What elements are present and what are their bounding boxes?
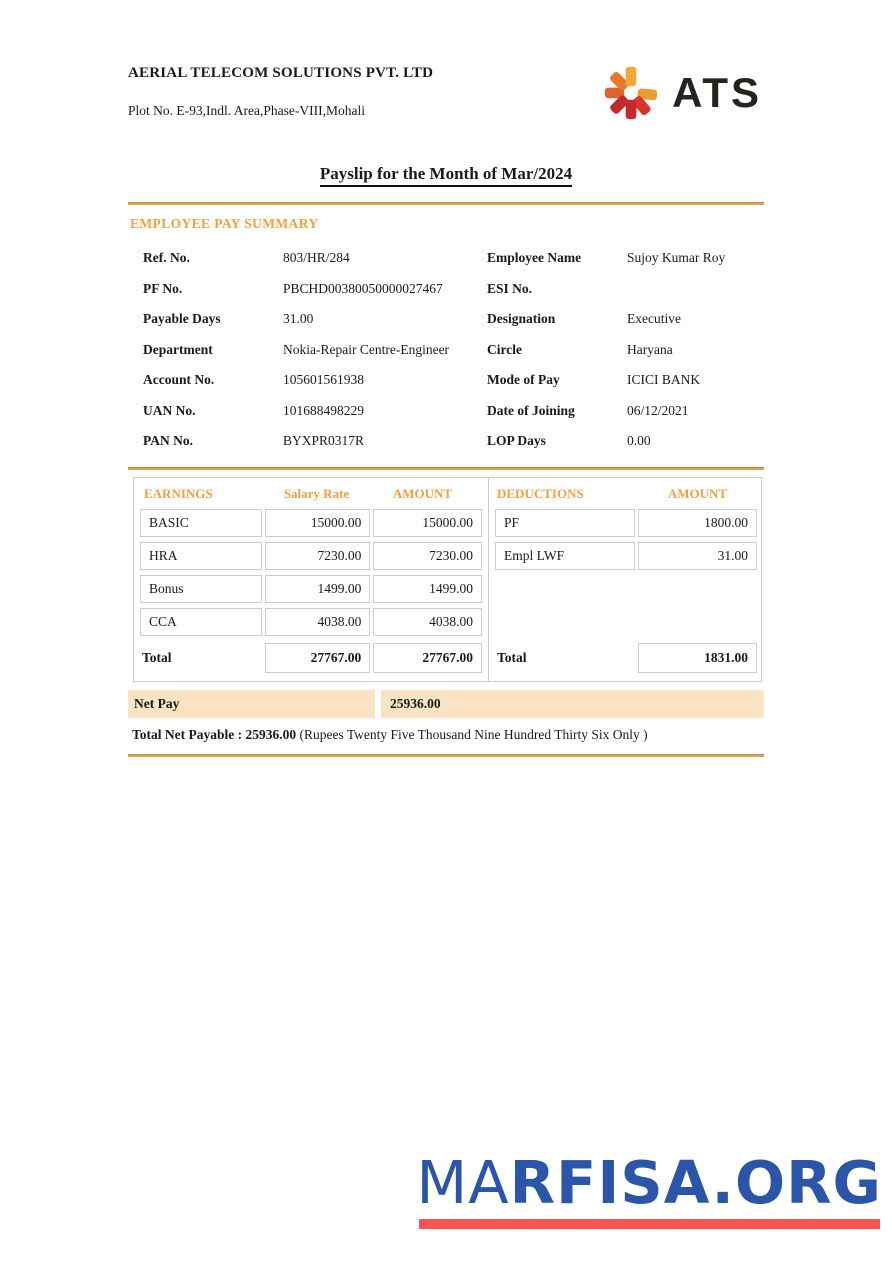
- watermark-text: [416, 1148, 882, 1217]
- summary-row: [487, 396, 764, 427]
- deductions-total-row: [495, 643, 757, 673]
- total-net-payable-words: (Rupees Twenty Five Thousand Nine Hundred Thirty Six Only ): [296, 726, 648, 742]
- field-value: BYXPR0317R: [283, 433, 365, 449]
- summary-left-column: [143, 243, 487, 457]
- net-pay-label: Net Pay: [128, 690, 375, 718]
- summary-right-column: [487, 243, 764, 457]
- earning-amount: 1499.00: [373, 575, 482, 603]
- summary-row: [487, 274, 764, 305]
- earning-amount: 15000.00: [373, 509, 482, 537]
- field-label: LOP Days: [487, 433, 546, 449]
- divider-mid: [128, 467, 764, 470]
- earnings-total-salary-rate: 27767.00: [265, 643, 371, 673]
- field-value: Executive: [627, 311, 681, 327]
- summary-row: [487, 365, 764, 396]
- earning-name: Bonus: [140, 575, 262, 603]
- field-value: Nokia-Repair Centre-Engineer: [283, 341, 450, 357]
- field-label: PF No.: [143, 280, 183, 296]
- divider-bottom: [128, 754, 764, 757]
- earnings-row: [140, 608, 482, 636]
- summary-row: [143, 396, 487, 427]
- total-net-payable-amount: Total Net Payable : 25936.00: [132, 726, 297, 742]
- earnings-row: [140, 542, 482, 570]
- summary-row: [487, 335, 764, 366]
- summary-row: [487, 426, 764, 457]
- deduction-name: Empl LWF: [495, 542, 635, 570]
- field-value: 101688498229: [283, 402, 364, 418]
- deductions-header-row: [495, 486, 757, 502]
- employee-pay-summary-heading: EMPLOYEE PAY SUMMARY: [130, 216, 319, 231]
- earning-salary-rate: 1499.00: [265, 575, 371, 603]
- summary-row: [143, 426, 487, 457]
- earnings-row: [140, 509, 482, 537]
- field-label: Department: [143, 341, 213, 357]
- watermark-underline: [419, 1219, 880, 1229]
- earning-name: HRA: [140, 542, 262, 570]
- deduction-row: [495, 509, 757, 537]
- deductions-col-header: DEDUCTIONS: [497, 485, 584, 501]
- earning-salary-rate: 15000.00: [265, 509, 371, 537]
- pay-table: [133, 477, 762, 682]
- field-label: UAN No.: [143, 402, 196, 418]
- page-title: Payslip for the Month of Mar/2024: [320, 164, 572, 187]
- field-value: Sujoy Kumar Roy: [627, 250, 726, 266]
- earnings-col-header: EARNINGS: [144, 485, 213, 501]
- company-block: [128, 57, 433, 119]
- earnings-header-row: [140, 486, 482, 502]
- amount-col-header: AMOUNT: [392, 485, 453, 501]
- earnings-total-amount: 27767.00: [373, 643, 482, 673]
- field-value: 105601561938: [283, 372, 364, 388]
- summary-row: [143, 274, 487, 305]
- deductions-section: [489, 478, 763, 681]
- company-address: Plot No. E-93,Indl. Area,Phase-VIII,Mohali: [128, 103, 365, 118]
- field-label: ESI No.: [487, 280, 533, 296]
- divider-top: [128, 202, 764, 205]
- field-value: 803/HR/284: [283, 250, 350, 266]
- summary-row: [143, 335, 487, 366]
- salary-rate-col-header: Salary Rate: [283, 485, 350, 501]
- net-pay-value: 25936.00: [381, 690, 764, 718]
- earnings-total-row: [140, 643, 482, 673]
- field-label: Ref. No.: [143, 250, 190, 266]
- field-value: 06/12/2021: [627, 402, 689, 418]
- summary-row: [487, 304, 764, 335]
- deductions-total-amount: 1831.00: [638, 643, 757, 673]
- deduction-amount: 1800.00: [638, 509, 757, 537]
- field-value: ICICI BANK: [627, 372, 701, 388]
- deduction-name: PF: [495, 509, 635, 537]
- field-label: Circle: [487, 341, 522, 357]
- field-label: Date of Joining: [487, 402, 575, 418]
- total-net-payable: [128, 727, 764, 743]
- document-header: [128, 57, 764, 128]
- earning-amount: 4038.00: [373, 608, 482, 636]
- summary-row: [143, 304, 487, 335]
- field-label: Account No.: [143, 372, 215, 388]
- net-pay-row: [128, 690, 764, 718]
- summary-row: [143, 243, 487, 274]
- field-value: PBCHD00380050000027467: [283, 280, 443, 296]
- company-logo: [600, 57, 762, 128]
- field-value: 0.00: [627, 433, 651, 449]
- logo-text: ATS: [672, 68, 762, 116]
- earning-salary-rate: 7230.00: [265, 542, 371, 570]
- earnings-section: [134, 478, 489, 681]
- earning-name: CCA: [140, 608, 262, 636]
- field-label: PAN No.: [143, 433, 193, 449]
- earnings-row: [140, 575, 482, 603]
- watermark-logo: [416, 1148, 882, 1229]
- field-label: Employee Name: [487, 250, 582, 266]
- amount-col-header: AMOUNT: [667, 485, 728, 501]
- earnings-total-label: Total: [142, 649, 172, 665]
- deductions-total-label: Total: [497, 649, 527, 665]
- earning-name: BASIC: [140, 509, 262, 537]
- summary-row: [487, 243, 764, 274]
- field-label: Mode of Pay: [487, 372, 560, 388]
- deduction-row: [495, 542, 757, 570]
- deduction-amount: 31.00: [638, 542, 757, 570]
- field-label: Payable Days: [143, 311, 221, 327]
- earning-amount: 7230.00: [373, 542, 482, 570]
- watermark-text-bold: RFISA.ORG: [509, 1148, 882, 1217]
- earning-salary-rate: 4038.00: [265, 608, 371, 636]
- summary-row: [143, 365, 487, 396]
- company-name: AERIAL TELECOM SOLUTIONS PVT. LTD: [128, 65, 434, 81]
- field-value: 31.00: [283, 311, 314, 327]
- employee-summary: [128, 243, 764, 457]
- field-value: Haryana: [627, 341, 673, 357]
- ats-pinwheel-icon: [600, 57, 662, 128]
- field-label: Designation: [487, 311, 556, 327]
- watermark-text-light: MA: [416, 1148, 510, 1217]
